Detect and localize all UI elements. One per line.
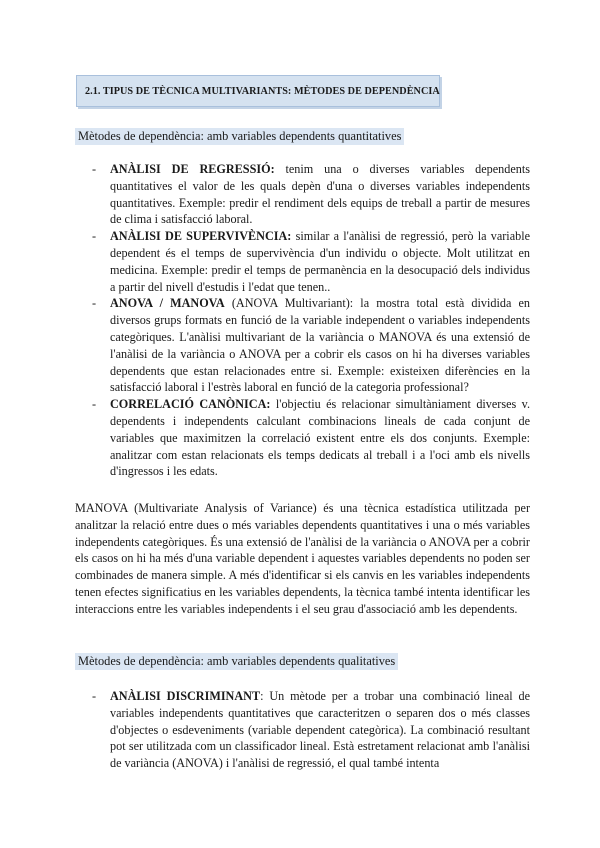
list-dash: -	[92, 162, 97, 176]
list-dash: -	[92, 689, 97, 703]
list-dash: -	[92, 229, 97, 244]
list-item	[92, 688, 530, 772]
method-description: tenim una o diverses variables dependents quantitatives el valor de les quals depèn d'una o diverses variables independents quantitatives. Exemple: predir el rendiment dels equips de treball a partir de mesures de clima i satisfacció laboral.	[110, 162, 531, 227]
method-term: CORRELACIÓ CANÒNICA:	[110, 397, 271, 412]
method-description: similar a l'anàlisi de regressió, però la variable dependent és el temps de supervivència d'un individu o objecte. Molt utilitzat en medicina. Exemple: predir el temps de permanència en la desocupació dels individus a partir del nivell d'estudis i l'edat que tenen..	[110, 229, 530, 294]
subheading-quantitative: Mètodes de dependència: amb variables dependents quantitatives	[75, 128, 404, 145]
list-item	[92, 161, 530, 228]
list-dash: -	[92, 397, 97, 412]
method-term: ANÀLISI DISCRIMINANT	[110, 689, 261, 703]
list-item	[92, 396, 530, 480]
section-heading: 2.1. TIPUS DE TÈCNICA MULTIVARIANTS: MÈTODES DE DEPENDÈNCIA	[85, 85, 440, 97]
list-dash: -	[92, 296, 97, 311]
manova-paragraph: MANOVA (Multivariate Analysis of Variance) és una tècnica estadística utilitzada per analitzar la relació entre dues o més variables dependents quantitatives i una o més variables independents categòriques. És una extensió de l'anàlisi de la variància o ANOVA per a cobrir els casos on hi ha més d'una variable dependent i aquestes variables dependents no poden ser combinades de manera simple. A més d'identificar si els canvis en les variables independents tenen efectes significatius en les variables dependents, la tècnica també intenta identificar les interaccions entre les variables independents i el seu grau d'associació amb les dependents.	[75, 501, 530, 616]
method-description: l'objectiu és relacionar simultàniament diverses v. dependents i independents calculant combinacions lineals de cada conjunt de variables que maximitzen la correlació existent entre els dos conjunts. Exemple: analitzar com estan relacionats els temps dedicats al treball i a l'oci amb els nivells d'ingressos i les edats.	[110, 397, 531, 479]
method-description: : Un mètode per a trobar una combinació lineal de variables independents quantitatives que caracteritzen o separen dos o més classes d'objectes o esdeveniments (variable dependent categòrica). La combinació resultant pot ser utilitzada com un classificador lineal. Està estretament relacionat amb l'anàlisi de variància (ANOVA) i l'anàlisi de regressió, el qual també intenta	[110, 689, 530, 771]
method-term: ANÀLISI DE REGRESSIÓ:	[110, 162, 275, 176]
quantitative-methods-list	[92, 161, 530, 480]
list-item	[92, 295, 530, 396]
subheading-qualitative: Mètodes de dependència: amb variables dependents qualitatives	[75, 653, 398, 670]
method-term: ANOVA / MANOVA	[110, 296, 225, 311]
list-item	[92, 228, 530, 295]
method-description: (ANOVA Multivariant): la mostra total està dividida en diversos grups formats en funció de la variable independent o variables independents categòriques. L'anàlisi multivariant de la variància o MANOVA és una extensió de l'anàlisi de la variància o ANOVA per a cobrir els casos on hi ha diverses variables dependents que estan relacionades entre si. Exemple: existeixen diferències en la satisfacció laboral i l'estrès laboral en funció de la categoria professional?	[110, 296, 530, 395]
qualitative-methods-list	[92, 688, 530, 772]
section-heading-box	[76, 75, 440, 107]
method-term: ANÀLISI DE SUPERVIVÈNCIA:	[110, 229, 292, 244]
